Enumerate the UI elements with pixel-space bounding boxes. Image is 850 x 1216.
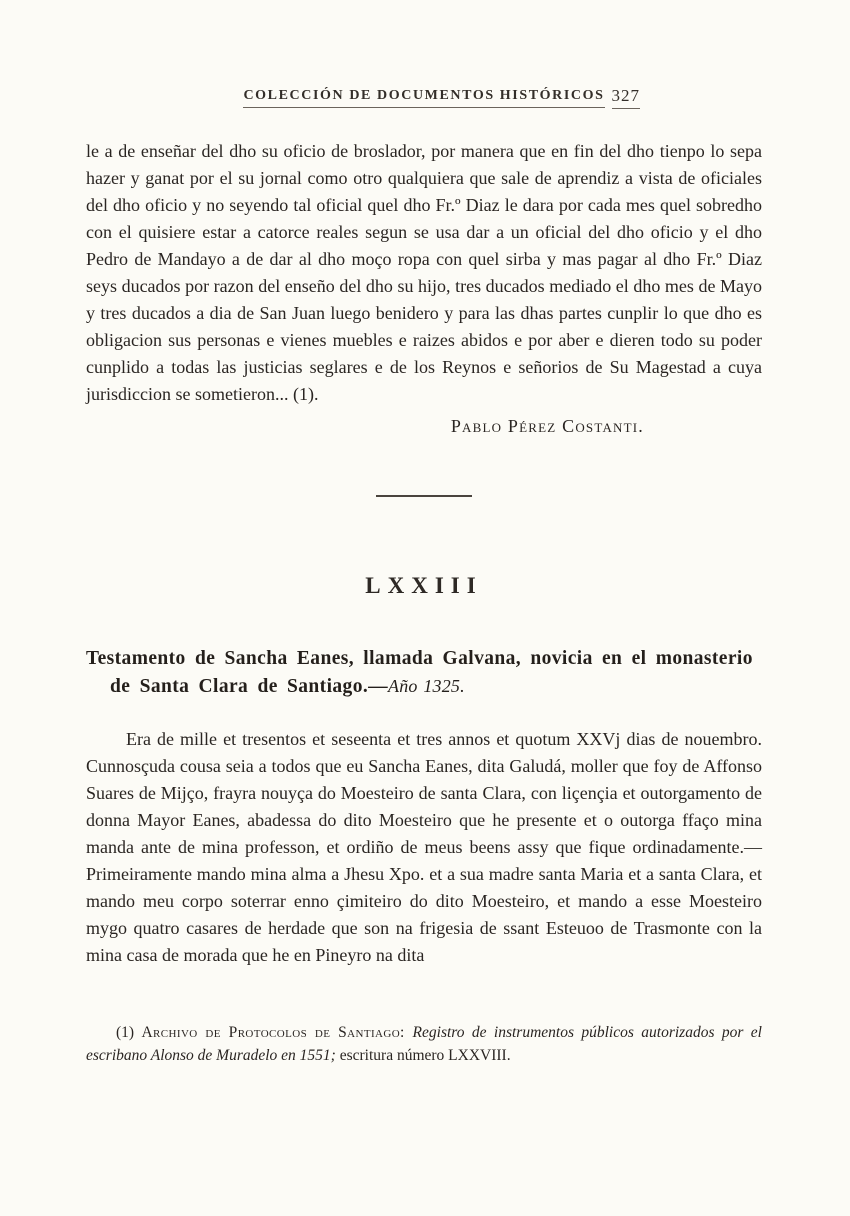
section-number: LXXIII <box>365 573 483 598</box>
footnote-reference-rest: escritura número LXXVIII. <box>339 1047 511 1065</box>
footnote-marker: (1) <box>116 1024 142 1042</box>
section-divider-rule <box>376 495 472 497</box>
footnote-archive-name: Archivo de Protocolos de Santiago: <box>141 1024 413 1042</box>
section-title-year: Año 1325. <box>388 675 465 696</box>
author-signature: Pablo Pérez Costanti. <box>450 416 644 436</box>
previous-document-paragraph: le a de enseñar del dho su oficio de broslador, por manera que en fin del dho tienpo lo sepa hazer y ganat por el su jornal como otro qualquiera que sale de aprendiz a vista de oficiales del dho oficio y no seyendo tal oficial quel dho Fr.º Diaz le dara por cada mes quel sobredho con el quisiere estar a catorce reales segun se usa dar a un oficial del dho oficio y el dho Pedro de Mandayo a de dar al dho moço ropa con quel sirba y mas pagar al dho Fr.º Diaz seys ducados por razon del enseño del dho su hijo, tres ducados mediado el dho mes de Mayo y tres ducados a dia de San Juan luego benidero y para las dhas partes cunplir lo que dho es obligacion sus personas e vienes muebles e raizes abidos e por aber e dieren todo su poder cunplido a todas las justicias seglares e de los Reynos e señorios de Su Magestad a cuya jurisdiccion se sometieron... (1). <box>86 141 762 404</box>
running-header-title: COLECCIÓN DE DOCUMENTOS HISTÓRICOS <box>243 88 604 108</box>
running-header <box>86 86 762 110</box>
section-title <box>86 645 762 700</box>
section-body-paragraph: Era de mille et tresentos et seseenta et tres annos et quotum XXVj dias de nouembro. Cunnosçuda cousa seia a todos que eu Sancha Eanes, dita Galudá, moller que foy de Affonso Suares de Mijço, frayra nouyça do Moesteiro de santa Clara, con liçençia et outorgamento de donna Mayor Eanes, abadessa do dito Moesteiro que he presente et o outorga ffaço mina manda ante de mina professon, et ordiño de meus beens assy que fique ordinadamente.—Primeiramente mando mina alma a Jhesu Xpo. et a sua madre santa Maria et a santa Clara, et mando meu corpo soterrar enno çimiteiro do dito Moesteiro, et mando a esse Moesteiro mygo quatro casares de herdade que son na frigesia de ssant Esteuoo de Trasmonte con la mina casa de morada que he en Pineyro na dita <box>86 729 762 966</box>
page-number: 327 <box>612 86 641 109</box>
section-title-main: Testamento de Sancha Eanes, llamada Galvana, novicia en el monasterio de Santa Clara de Santiago. <box>86 648 753 697</box>
footnote <box>86 1021 762 1067</box>
footnote-reference-title: Registro de instrumentos públicos autorizados por el escribano Alonso de Muradelo en 1551; <box>86 1024 762 1065</box>
section-title-dash: — <box>368 675 389 697</box>
